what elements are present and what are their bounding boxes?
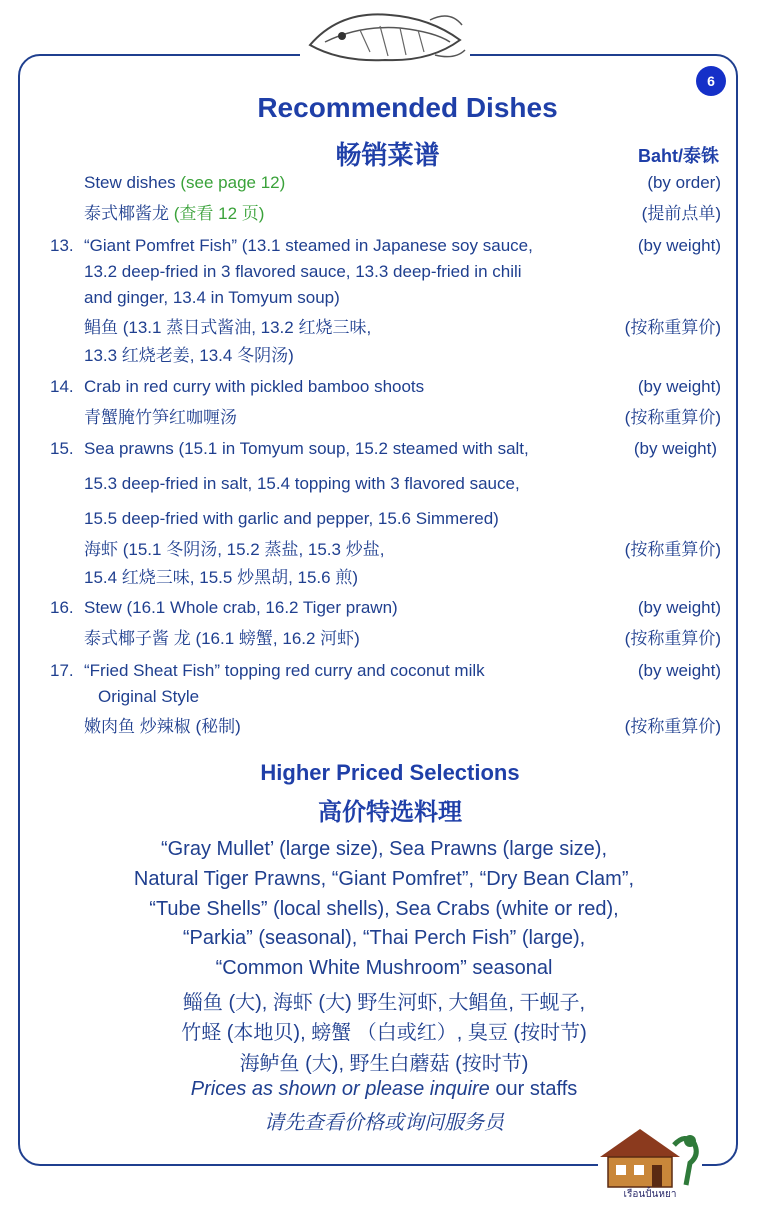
item-17-en-2: Original Style	[98, 687, 200, 706]
selection-line-zh: 竹蛏 (本地贝), 螃蟹 （白或红）, 臭豆 (按时节)	[181, 1022, 587, 1044]
higher-priced-title: Higher Priced Selections	[260, 760, 520, 785]
item-16-price-en: (by weight)	[637, 598, 721, 617]
item-17-zh-1: 嫩肉鱼 炒辣椒 (秘制)	[84, 717, 241, 736]
item-16-en-1: Stew (16.1 Whole crab, 16.2 Tiger prawn)	[84, 598, 398, 617]
higher-priced-title-zh: 高价特选料理	[318, 799, 462, 826]
currency-header: Baht/泰铢	[638, 146, 719, 166]
item-15-number: 15.	[50, 439, 74, 458]
item-17-price-zh: (按称重算价)	[624, 717, 721, 736]
item-16-price-zh: (按称重算价)	[624, 629, 721, 648]
selection-line: Natural Tiger Prawns, “Giant Pomfret”, “Dry Bean Clam”,	[133, 868, 635, 890]
item-16-zh-1: 泰式椰子酱 龙 (16.1 螃蟹, 16.2 河虾)	[84, 629, 360, 648]
selection-line: “Tube Shells” (local shells), Sea Crabs (white or red),	[149, 898, 619, 920]
item-14-en-1: Crab in red curry with pickled bamboo shoots	[84, 377, 425, 396]
item-13-price-zh: (按称重算价)	[624, 318, 721, 337]
item-14-price-zh: (按称重算价)	[624, 408, 721, 427]
item-13-en-3: and ginger, 13.4 in Tomyum soup)	[84, 288, 340, 307]
item-14-zh-1: 青蟹腌竹笋红咖喱汤	[84, 408, 237, 427]
see-page-link-zh[interactable]: (查看 12 页)	[173, 204, 265, 223]
selection-line-zh: 海鲈鱼 (大), 野生白蘑菇 (按时节)	[239, 1053, 529, 1075]
item-15-en-3: 15.5 deep-fried with garlic and pepper, 15.6 Simmered)	[84, 509, 499, 528]
fish-illustration-icon	[300, 0, 470, 70]
item-17-number: 17.	[50, 661, 74, 680]
item-15-price-en: (by weight)	[633, 439, 717, 458]
page-title-chinese: 畅销菜谱	[335, 140, 440, 170]
item-13-price-en: (by weight)	[637, 236, 721, 255]
item-15-zh-1: 海虾 (15.1 冬阴汤, 15.2 蒸盐, 15.3 炒盐,	[84, 540, 385, 559]
item-17-price-en: (by weight)	[637, 661, 721, 680]
stew-label-zh: 泰式椰酱龙	[84, 204, 174, 223]
item-14-price-en: (by weight)	[637, 377, 721, 396]
price-notice-rest: our staffs	[489, 1078, 578, 1100]
item-15-zh-2: 15.4 红烧三味, 15.5 炒黑胡, 15.6 煎)	[84, 568, 358, 587]
stew-price-zh: (提前点单)	[641, 204, 721, 223]
stew-label: Stew dishes	[84, 173, 181, 192]
price-notice-italic: Prices as shown or please inquire	[190, 1078, 490, 1100]
item-17-en-1: “Fried Sheat Fish” topping red curry and coconut milk	[84, 661, 485, 680]
item-13-en-1: “Giant Pomfret Fish” (13.1 steamed in Japanese soy sauce,	[84, 236, 533, 255]
item-13-number: 13.	[50, 236, 74, 255]
item-13-en-2: 13.2 deep-fried in 3 flavored sauce, 13.3 deep-fried in chili	[84, 262, 522, 281]
stew-price-en: (by order)	[647, 173, 721, 192]
page-number-badge: 6	[696, 66, 726, 96]
selection-line: “Gray Mullet’ (large size), Sea Prawns (large size),	[160, 838, 608, 860]
item-14-number: 14.	[50, 377, 74, 396]
selection-line-zh: 鲻鱼 (大), 海虾 (大) 野生河虾, 大鲳鱼, 干蚬子,	[182, 992, 586, 1014]
item-15-en-2: 15.3 deep-fried in salt, 15.4 topping with 3 flavored sauce,	[84, 474, 520, 493]
stew-dishes-zh	[84, 199, 264, 224]
price-notice-zh: 请先查看价格或询问服务员	[264, 1112, 504, 1134]
item-13-zh-1: 鲳鱼 (13.1 蒸日式酱油, 13.2 红烧三味,	[84, 318, 372, 337]
restaurant-house-logo-icon	[590, 1115, 710, 1200]
see-page-link[interactable]: (see page 12)	[180, 173, 286, 192]
page-title: Recommended Dishes	[257, 92, 558, 123]
item-15-en-1: Sea prawns (15.1 in Tomyum soup, 15.2 steamed with salt,	[84, 439, 529, 458]
item-16-number: 16.	[50, 598, 74, 617]
item-15-price-zh: (按称重算价)	[624, 540, 721, 559]
price-notice-en	[0, 1078, 765, 1101]
selection-line: “Parkia” (seasonal), “Thai Perch Fish” (large),	[182, 927, 586, 949]
stew-dishes-en	[84, 173, 285, 193]
selection-line: “Common White Mushroom” seasonal	[215, 957, 553, 979]
svg-text:เรือนปั้นหยา: เรือนปั้นหยา	[623, 1189, 677, 1200]
item-13-zh-2: 13.3 红烧老姜, 13.4 冬阴汤)	[84, 346, 294, 365]
